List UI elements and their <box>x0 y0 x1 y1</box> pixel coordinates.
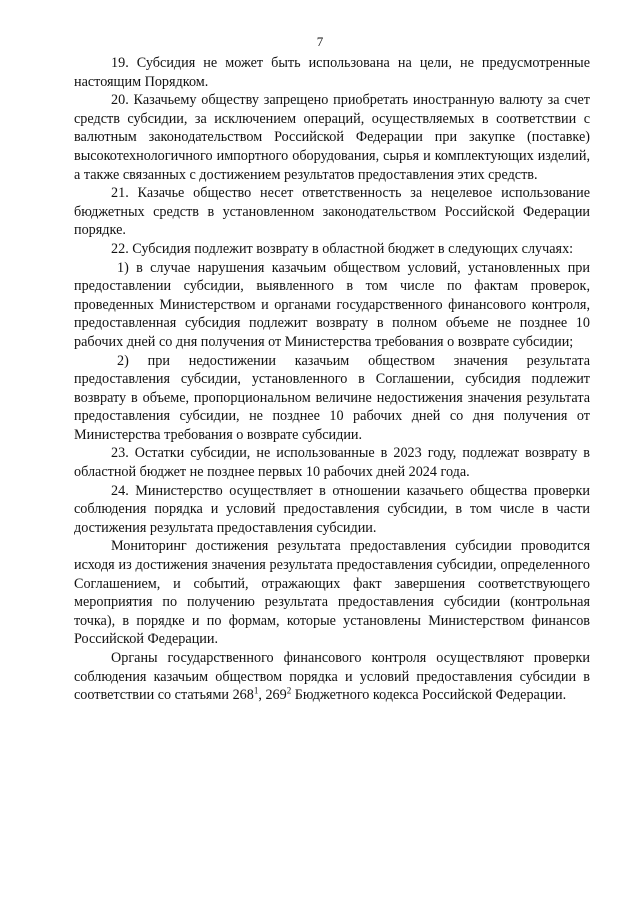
control-text-after: Бюджетного кодекса Российской Федерации. <box>291 687 567 704</box>
page-number: 7 <box>316 34 324 49</box>
paragraph-monitoring: Мониторинг достижения результата предоставления субсидии проводится исходя из достижения значения результата предоставления субсидии, определенного Соглашением, и событий, отражающих факт завершения соответствующего мероприятия по получению результата предоставления субсидии (контрольная точка), в порядке и по формам, которые установлены Министерством финансов Российской Федерации. <box>74 538 590 648</box>
paragraph-21: 21. Казачье общество несет ответственность за нецелевое использование бюджетных средств в установленном законодательством Российской Федерации порядке. <box>74 185 590 239</box>
paragraph-22-item-2: 2) при недостижении казачьим обществом значения результата предоставления субсидии, установленного в Соглашении, субсидия подлежит возврату в объеме, пропорциональном величине недостижения значения результата предоставления субсидии, не позднее 10 рабочих дней со дня получения от Министерства требования о возврате субсидии. <box>74 352 590 443</box>
paragraph-20: 20. Казачьему обществу запрещено приобретать иностранную валюту за счет средств субсидии, за исключением операций, осуществляемых в соответствии с валютным законодательством Российской Федерации при закупке (поставке) высокотехнологичного импортного оборудования, сырья и комплектующих изделий, а также связанных с достижением результатов предоставления этих средств. <box>74 92 590 183</box>
superscript-1: 1 <box>253 685 259 696</box>
document-body <box>74 54 590 705</box>
paragraph-financial-control <box>74 649 590 705</box>
paragraph-22-item-1: 1) в случае нарушения казачьим обществом условий, установленных при предоставлении субсидии, выявленного в том числе по фактам проверок, проведенных Министерством и органами государственного финансового контроля, предоставленная субсидия подлежит возврату в полном объеме не позднее 10 рабочих дней со дня получения от Министерства требования о возврате субсидии; <box>74 259 590 350</box>
paragraph-19: 19. Субсидия не может быть использована на цели, не предусмотренные настоящим Порядком. <box>74 55 590 90</box>
paragraph-24: 24. Министерство осуществляет в отношении казачьего общества проверки соблюдения порядка и условий предоставления субсидии, в том числе в части достижения результата предоставления субсидии. <box>74 482 590 536</box>
control-text-before: Органы государственного финансового контроля осуществляют проверки соблюдения казачьим обществом порядка и условий предоставления субсидии в соответствии со статьями 268 <box>74 650 590 704</box>
control-text-middle: , 269 <box>258 687 287 704</box>
superscript-2: 2 <box>286 685 292 696</box>
paragraph-22: 22. Субсидия подлежит возврату в областной бюджет в следующих случаях: <box>111 240 574 257</box>
paragraph-23: 23. Остатки субсидии, не использованные в 2023 году, подлежат возврату в областной бюджет не позднее первых 10 рабочих дней 2024 года. <box>74 445 590 481</box>
